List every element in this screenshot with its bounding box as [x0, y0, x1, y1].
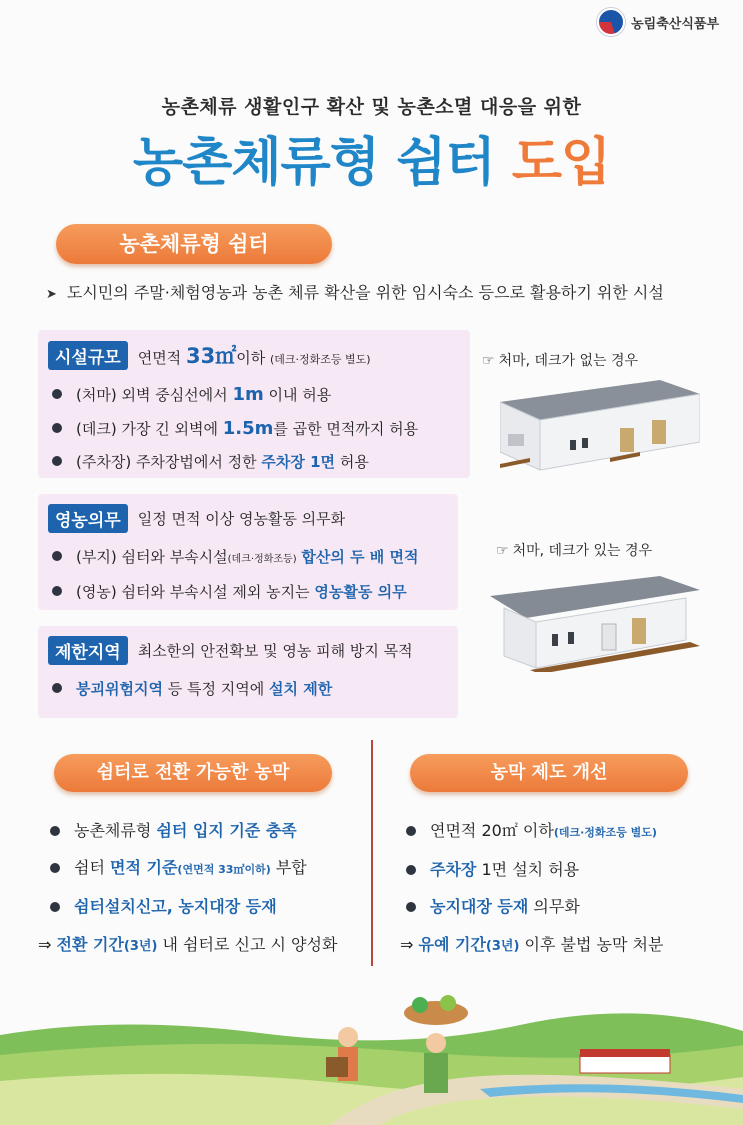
arrow-right-icon: ➤ — [46, 287, 57, 302]
list-item — [400, 888, 740, 925]
list-item — [48, 378, 460, 412]
caption-no-eaves — [482, 350, 638, 370]
bullet-icon — [52, 389, 62, 399]
list-item — [48, 412, 460, 446]
item-note: (데크·정화조등) — [227, 554, 297, 565]
caption-text: 처마, 데크가 있는 경우 — [512, 543, 653, 559]
item-highlight: 주차장 — [430, 860, 477, 879]
list-item — [44, 849, 364, 888]
bullet-icon — [52, 551, 62, 561]
item-highlight: 붕괴위험지역 — [76, 680, 163, 698]
item-text: 등 특정 지역에 — [167, 680, 265, 698]
rural-landscape-illustration — [0, 985, 743, 1125]
page-title — [0, 120, 743, 195]
title-accent: 도입 — [511, 133, 611, 193]
restricted-area-list — [48, 673, 448, 706]
list-item — [400, 812, 740, 851]
bullet-icon — [406, 865, 416, 875]
restricted-area-panel — [38, 626, 458, 718]
hut-system-pill: 농막 제도 개선 — [410, 754, 688, 792]
hut-system-conclusion — [400, 932, 740, 955]
page-subtitle: 농촌체류 생활인구 확산 및 농촌소멸 대응을 위한 — [161, 96, 582, 118]
facility-size-panel — [38, 330, 470, 478]
item-highlight: 영농활동 의무 — [314, 583, 407, 601]
bullet-icon — [406, 826, 416, 836]
farming-obligation-tag: 영농의무 — [48, 504, 128, 533]
item-highlight: 합산의 두 배 면적 — [301, 548, 419, 566]
double-arrow-icon: ⇒ — [400, 935, 414, 954]
facility-size-tag: 시설규모 — [48, 341, 128, 370]
item-highlight: 농지대장 등재 — [430, 897, 529, 916]
caption-text: 처마, 데크가 없는 경우 — [498, 353, 639, 369]
list-item — [44, 888, 364, 925]
column-divider — [371, 740, 373, 966]
item-text: (처마) 외벽 중심선에서 — [76, 386, 228, 404]
convertible-hut-list — [44, 812, 364, 925]
pointing-hand-icon: ☞ — [482, 353, 495, 369]
facility-head-post: 이하 — [236, 349, 266, 367]
facility-head-pre: 연면적 — [137, 349, 182, 367]
bullet-icon — [52, 423, 62, 433]
item-text: 이내 허용 — [268, 386, 332, 404]
bullet-icon — [50, 826, 60, 836]
item-text: 농촌체류형 — [74, 821, 152, 840]
facility-size-list — [48, 378, 460, 479]
item-highlight: 쉼터 입지 기준 충족 — [156, 821, 297, 840]
conclusion-text: 이후 불법 농막 처분 — [524, 935, 664, 954]
conclusion-paren: (3년) — [485, 939, 520, 954]
item-text: 허용 — [339, 453, 369, 471]
list-item — [44, 812, 364, 849]
restricted-area-summary: 최소한의 안전확보 및 영농 피해 방지 목적 — [137, 642, 413, 660]
list-item — [48, 576, 448, 609]
facility-size-head — [48, 340, 460, 370]
shelter-with-eaves-illustration — [490, 572, 700, 672]
bullet-icon — [50, 902, 60, 912]
convertible-hut-conclusion — [38, 932, 368, 955]
bullet-icon — [52, 456, 62, 466]
bullet-icon — [406, 902, 416, 912]
item-text: 1면 설치 허용 — [481, 860, 580, 879]
farming-obligation-list — [48, 541, 448, 609]
facility-head-value: 33㎡ — [185, 344, 237, 368]
item-note: (데크·정화조등 별도) — [553, 826, 657, 839]
taegeuk-logo-icon — [597, 8, 625, 36]
list-item — [48, 673, 448, 706]
shelter-section-pill: 농촌체류형 쉼터 — [56, 224, 332, 264]
bullet-icon — [50, 863, 60, 873]
item-text: (데크) 가장 긴 외벽에 — [76, 420, 218, 438]
ministry-logo — [597, 8, 719, 36]
title-main: 농촌체류형 쉼터 — [132, 133, 495, 193]
conclusion-paren: (3년) — [123, 939, 158, 954]
conclusion-highlight: 유예 기간 — [418, 935, 486, 954]
item-highlight: 1.5m — [222, 418, 274, 439]
item-highlight: 면적 기준 — [110, 858, 178, 877]
item-highlight: 쉼터설치신고, 농지대장 등재 — [74, 897, 277, 916]
farming-obligation-summary: 일정 면적 이상 영농활동 의무화 — [137, 510, 346, 528]
item-highlight: 주차장 1면 — [261, 453, 336, 471]
item-text: (주차장) 주차장법에서 정한 — [76, 453, 257, 471]
facility-head-note: (데크·정화조등 별도) — [269, 353, 371, 366]
double-arrow-icon: ⇒ — [38, 935, 52, 954]
item-highlight: 설치 제한 — [269, 680, 333, 698]
caption-with-eaves — [496, 540, 652, 560]
list-item — [48, 541, 448, 576]
restricted-area-head — [48, 636, 448, 665]
item-text: 를 곱한 면적까지 허용 — [273, 420, 419, 438]
farming-obligation-head — [48, 504, 448, 533]
facility-size-summary — [138, 340, 371, 370]
shelter-intro-text: 도시민의 주말·체험영농과 농촌 체류 확산을 위한 임시숙소 등으로 활용하기 위한 시설 — [66, 283, 664, 302]
hut-system-list — [400, 812, 740, 925]
item-highlight: 1m — [232, 384, 264, 405]
list-item — [400, 851, 740, 888]
item-text: 쉼터 — [74, 858, 105, 877]
shelter-intro — [46, 280, 706, 303]
item-text: (부지) 쉼터와 부속시설 — [76, 548, 228, 566]
item-note: (연면적 33㎡이하) — [177, 863, 271, 876]
bullet-icon — [52, 586, 62, 596]
list-item — [48, 446, 460, 479]
bullet-icon — [52, 683, 62, 693]
shelter-no-eaves-illustration — [500, 372, 700, 472]
item-text: 의무화 — [533, 897, 580, 916]
item-text: 부합 — [275, 858, 307, 877]
convertible-hut-pill: 쉼터로 전환 가능한 농막 — [54, 754, 332, 792]
conclusion-highlight: 전환 기간 — [56, 935, 124, 954]
item-text: 연면적 20㎡ 이하 — [430, 821, 554, 840]
farming-obligation-panel — [38, 494, 458, 610]
ministry-name: 농림축산식품부 — [631, 16, 719, 32]
item-text: (영농) 쉼터와 부속시설 제외 농지는 — [76, 583, 310, 601]
restricted-area-tag: 제한지역 — [48, 636, 128, 665]
pointing-hand-icon: ☞ — [496, 543, 509, 559]
conclusion-text: 내 쉼터로 신고 시 양성화 — [162, 935, 338, 954]
